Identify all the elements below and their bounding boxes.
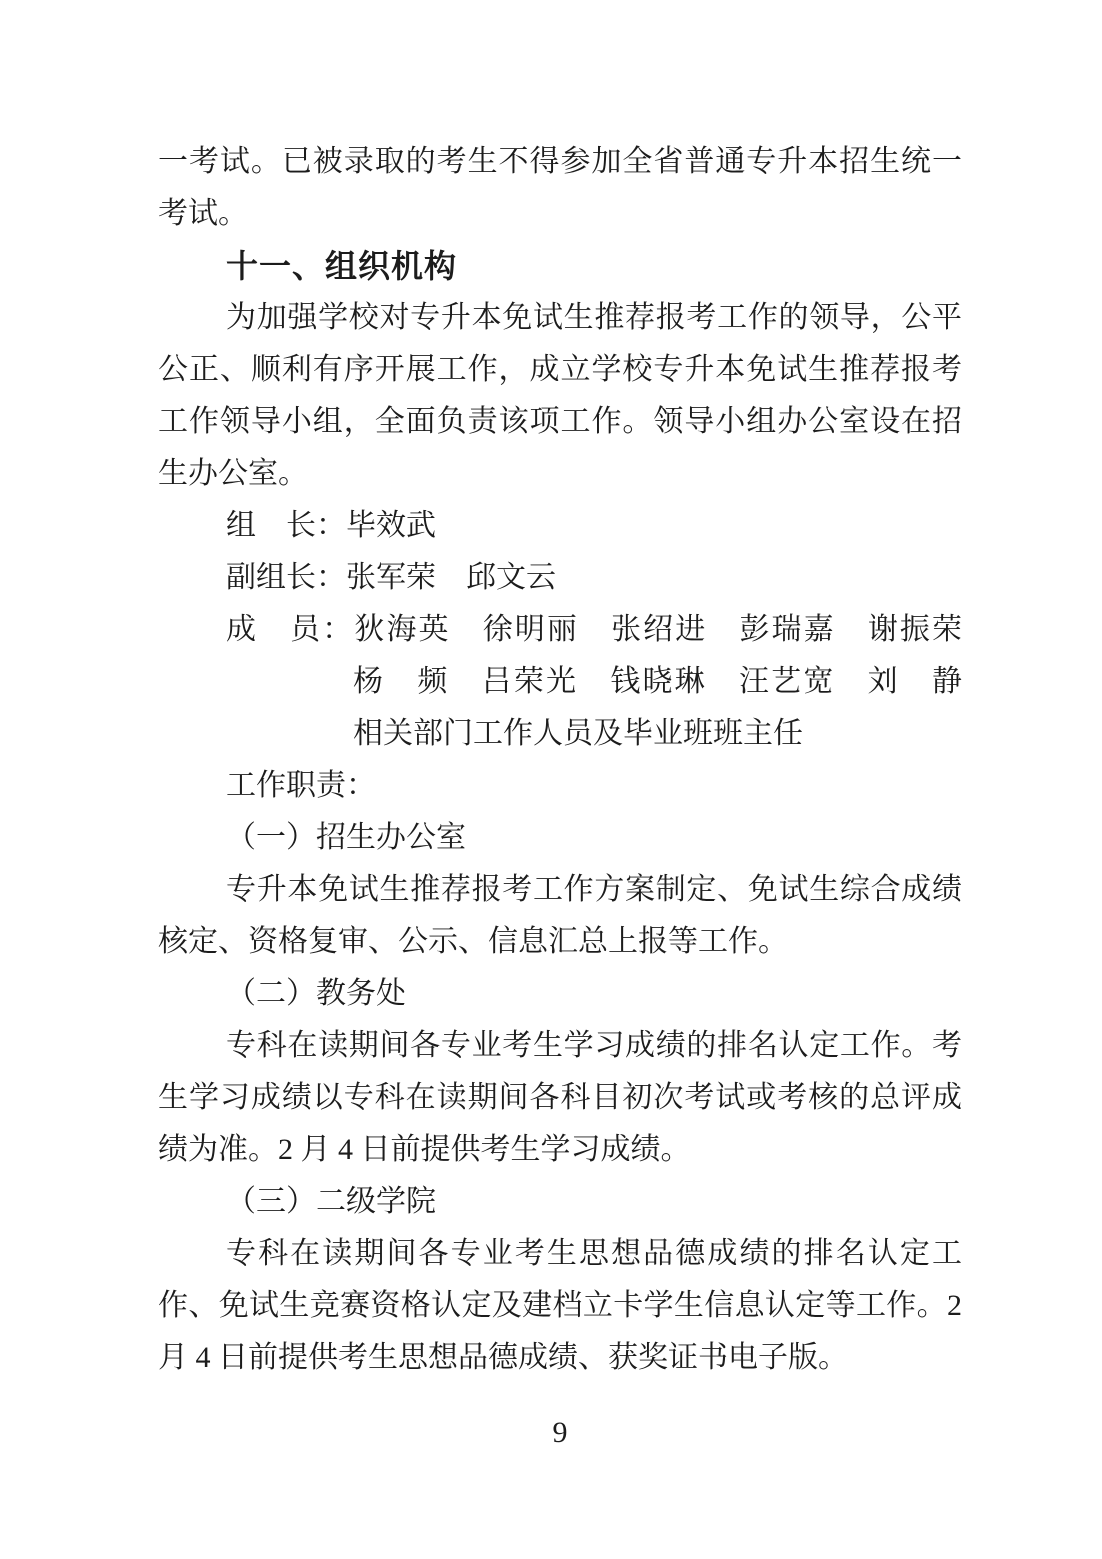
document-line: 生办公室。 [158, 457, 308, 490]
document-line: 成 员：狄海英 徐明丽 张绍进 彭瑞嘉 谢振荣 [226, 613, 962, 646]
document-line: 组 长：毕效武 [226, 509, 436, 542]
document-line: 考试。 [158, 197, 248, 230]
document-line: 工作职责： [226, 769, 376, 802]
document-line: 月 4 日前提供考生思想品德成绩、获奖证书电子版。 [158, 1341, 848, 1374]
document-line: 绩为准。2 月 4 日前提供考生学习成绩。 [158, 1133, 691, 1166]
document-line: 核定、资格复审、公示、信息汇总上报等工作。 [158, 925, 788, 958]
document-line: 副组长：张军荣 邱文云 [226, 561, 556, 594]
page-number: 9 [552, 1416, 568, 1449]
document-line: （二）教务处 [226, 977, 406, 1010]
document-line: 杨 频 吕荣光 钱晓琳 汪艺宽 刘 静 [353, 665, 962, 698]
document-line: 专升本免试生推荐报考工作方案制定、免试生综合成绩 [226, 873, 962, 906]
document-line: 工作领导小组，全面负责该项工作。领导小组办公室设在招 [158, 405, 962, 438]
section-heading: 十一、组织机构 [226, 248, 458, 284]
document-line: 专科在读期间各专业考生思想品德成绩的排名认定工 [226, 1237, 962, 1270]
document-line: 作、免试生竞赛资格认定及建档立卡学生信息认定等工作。2 [158, 1289, 962, 1322]
document-line: 一考试。已被录取的考生不得参加全省普通专升本招生统一 [158, 145, 962, 178]
document-line: 专科在读期间各专业考生学习成绩的排名认定工作。考 [226, 1029, 962, 1062]
document-line: （三）二级学院 [226, 1185, 436, 1218]
document-line: 公正、顺利有序开展工作，成立学校专升本免试生推荐报考 [158, 353, 962, 386]
document-body [158, 136, 962, 1384]
document-line: 生学习成绩以专科在读期间各科目初次考试或考核的总评成 [158, 1081, 962, 1114]
document-line: 相关部门工作人员及毕业班班主任 [353, 717, 803, 750]
document-line: 为加强学校对专升本免试生推荐报考工作的领导，公平 [226, 301, 962, 334]
document-line: （一）招生办公室 [226, 821, 466, 854]
